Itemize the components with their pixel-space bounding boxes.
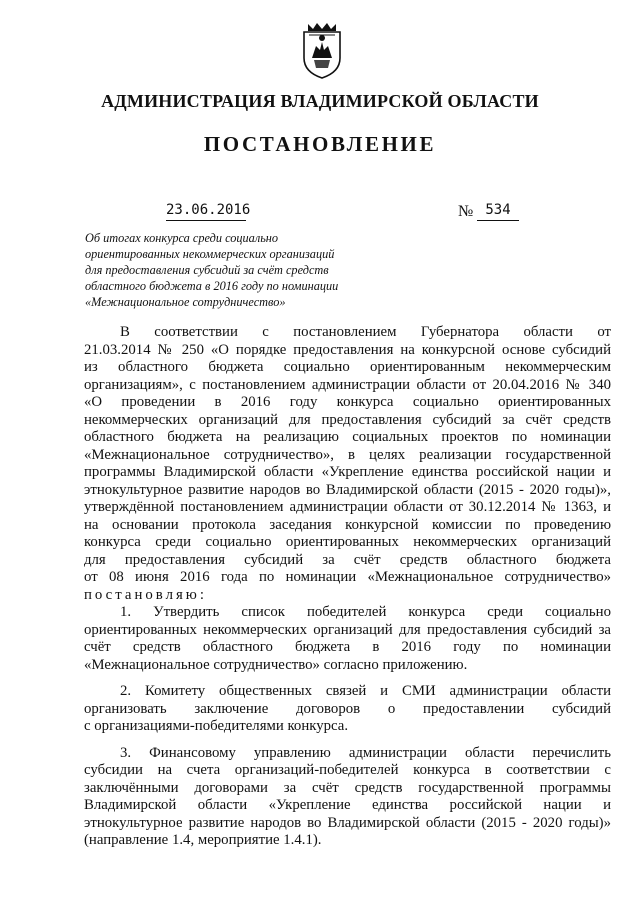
subject-line: ориентированных некоммерческих организаций	[85, 247, 335, 261]
item-3-line: Владимирской области «Укрепление единства российской нации и	[84, 797, 611, 813]
item-1-line: 1. Утвердить список победителей конкурса среди социально	[120, 604, 611, 620]
item-2-line: организовать заключение договоров о предоставлении субсидий	[84, 700, 611, 717]
preamble-line: некоммерческих организаций для предоставления субсидий за счёт средств	[84, 411, 611, 428]
item-3-line: 3. Финансовому управлению администрации области перечислить	[120, 744, 611, 761]
preamble-line: этнокультурное развитие народов во Владимирской области (2015 - 2020 годы)»,	[84, 481, 611, 498]
preamble-line: для предоставления субсидий за счёт средств областного бюджета	[84, 551, 611, 568]
number-sign: №	[458, 203, 474, 220]
document-body	[84, 324, 611, 850]
organization-title: АДМИНИСТРАЦИЯ ВЛАДИМИРСКОЙ ОБЛАСТИ	[101, 91, 539, 111]
preamble-line: на основании протокола заседания конкурсной комиссии по проведению	[84, 516, 611, 533]
item-3-line: (направление 1.4, мероприятие 1.4.1).	[84, 832, 322, 848]
item-1-line: ориентированных некоммерческих организаций для предоставления субсидий за	[84, 621, 611, 638]
preamble-line: от 08 июня 2016 года по номинации «Межнациональное сотрудничество»	[84, 569, 611, 585]
item-3-line: заключёнными договорами за счёт средств государственной программы	[84, 779, 611, 796]
item-1-line: счёт средств областного бюджета в 2016 году по номинации	[84, 639, 611, 655]
resolve-word: постановляю:	[84, 586, 207, 603]
preamble-line: утверждённой постановлением администрации области от 30.12.2014 № 1363, и	[84, 499, 611, 515]
item-1-line: «Межнациональное сотрудничество» согласно приложению.	[84, 656, 468, 673]
preamble-line: программы Владимирской области «Укрепление единства российской нации и	[84, 464, 611, 480]
preamble-line: конкурса среди социально ориентированных некоммерческих организаций	[84, 534, 611, 550]
preamble-line: из областного бюджета социально ориентированным некоммерческим	[84, 359, 611, 375]
subject-line: «Межнациональное сотрудничество»	[85, 295, 286, 309]
item-2-line: 2. Комитету общественных связей и СМИ администрации области	[120, 683, 611, 699]
preamble-line: 21.03.2014 № 250 «О порядке предоставления на конкурсной основе субсидий	[84, 341, 611, 358]
document-subject	[85, 230, 375, 310]
item-2-line: с организациями-победителями конкурса.	[84, 718, 349, 734]
preamble-line: организациям», с постановлением администрации области от 20.04.2016 № 340	[84, 376, 611, 393]
coat-of-arms-icon	[300, 20, 344, 80]
document-number: 534	[477, 200, 519, 221]
item-3-line: этнокультурное развитие народов во Владимирской области (2015 - 2020 годы)»	[84, 814, 611, 831]
document-date: 23.06.2016	[166, 200, 246, 221]
document-type-title: ПОСТАНОВЛЕНИЕ	[203, 132, 437, 156]
preamble-line: «О проведении в 2016 году конкурса социально ориентированных	[84, 394, 611, 410]
item-3-line: субсидии на счета организаций-победителей конкурса в соответствии с	[84, 762, 611, 778]
subject-line: областного бюджета в 2016 году по номинации	[85, 279, 339, 293]
preamble-line: В соответствии с постановлением Губернатора области от	[120, 324, 611, 340]
subject-line: Об итогах конкурса среди социально	[85, 231, 279, 245]
preamble-line: областного бюджета на реализацию социальных проектов по номинации	[84, 429, 611, 445]
subject-line: для предоставления субсидий за счёт средств	[85, 263, 329, 277]
preamble-line: «Межнациональное сотрудничество», в целях реализации государственной	[84, 446, 611, 463]
